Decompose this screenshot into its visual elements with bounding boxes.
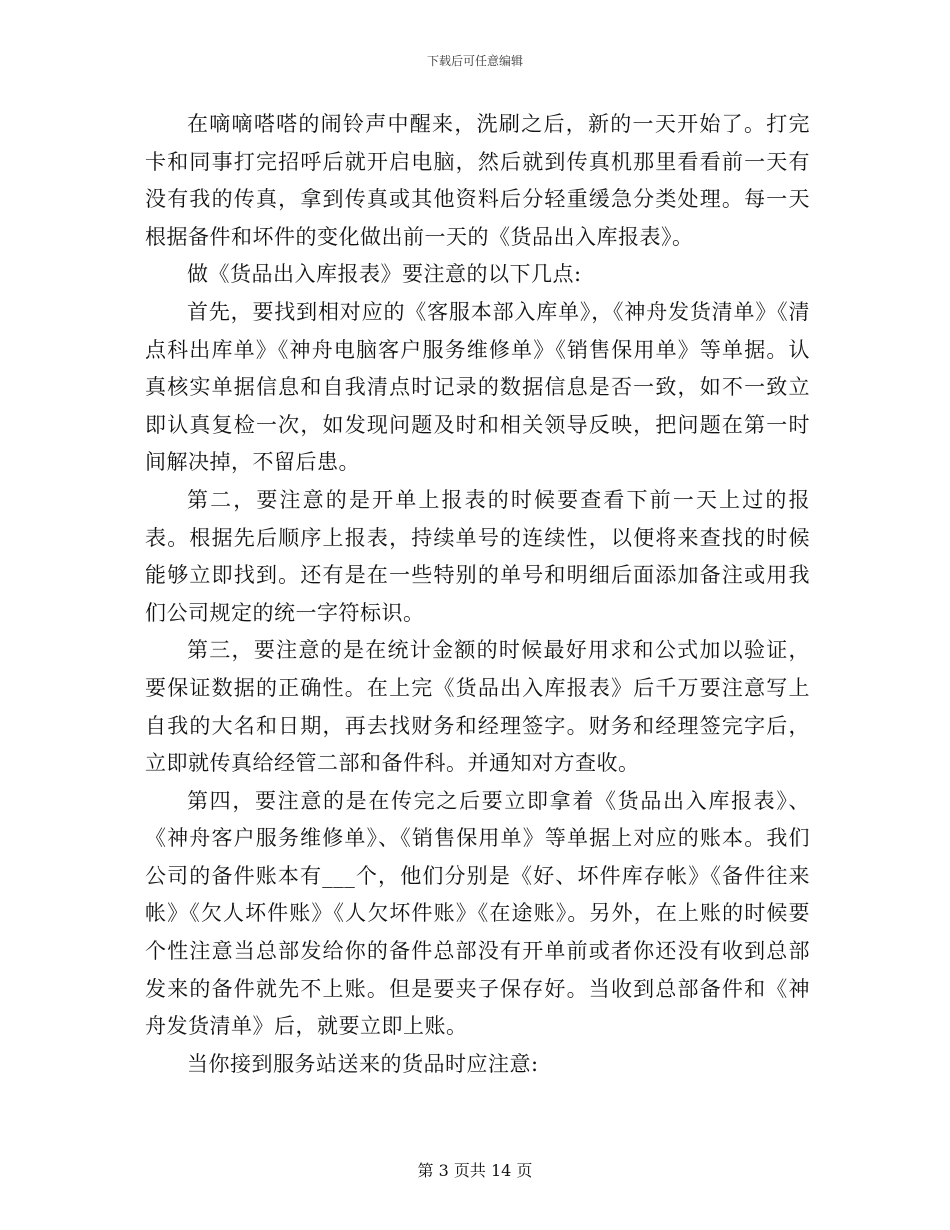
paragraph-1: 在嘀嘀嗒嗒的闹铃声中醒来，洗刷之后，新的一天开始了。打完卡和同事打完招呼后就开启电脑，然后就到传真机那里看看前一天有没有我的传真，拿到传真或其他资料后分轻重缓急分类处理。每一天根据备件和坏件的变化做出前一天的《货品出入库报表》。 xyxy=(145,112,810,249)
page-header: 下载后可任意编辑 xyxy=(426,54,523,68)
paragraph-2: 做《货品出入库报表》要注意的以下几点: xyxy=(187,262,582,287)
page-footer: 第 3 页共 14 页 xyxy=(417,1161,533,1180)
paragraph-7: 当你接到服务站送来的货品时应注意: xyxy=(187,1051,539,1076)
paragraph-3: 首先，要找到相对应的《客服本部入库单》，《神舟发货清单》《清点科出库单》《神舟电脑客户服务维修单》《销售保用单》等单据。认真核实单据信息和自我清点时记录的数据信息是否一致，如不一致立即认真复检一次，如发现问题及时和相关领导反映，把问题在第一时间解决掉，不留后患。 xyxy=(145,299,810,475)
document-body xyxy=(145,106,810,1083)
paragraph-4: 第二，要注意的是开单上报表的时候要查看下前一天上过的报表。根据先后顺序上报表，持续单号的连续性，以便将来查找的时候能够立即找到。还有是在一些特别的单号和明细后面添加备注或用我们公司规定的统一字符标识。 xyxy=(145,487,810,625)
paragraph-6: 第四，要注意的是在传完之后要立即拿着《货品出入库报表》、《神舟客户服务维修单》、《销售保用单》等单据上对应的账本。我们公司的备件账本有___个，他们分别是《好、坏件库存帐》《备件往来帐》《欠人坏件账》《人欠坏件账》《在途账》。另外，在上账的时候要个性注意当总部发给你的备件总部没有开单前或者你还没有收到总部发来的备件就先不上账。但是要夹子保存好。当收到总部备件和《神舟发货清单》后，就要立即上账。 xyxy=(145,788,810,1039)
paragraph-5: 第三，要注意的是在统计金额的时候最好用求和公式加以验证，要保证数据的正确性。在上完《货品出入库报表》后千万要注意写上自我的大名和日期，再去找财务和经理签字。财务和经理签完字后，立即就传真给经管二部和备件科。并通知对方查收。 xyxy=(145,638,810,776)
